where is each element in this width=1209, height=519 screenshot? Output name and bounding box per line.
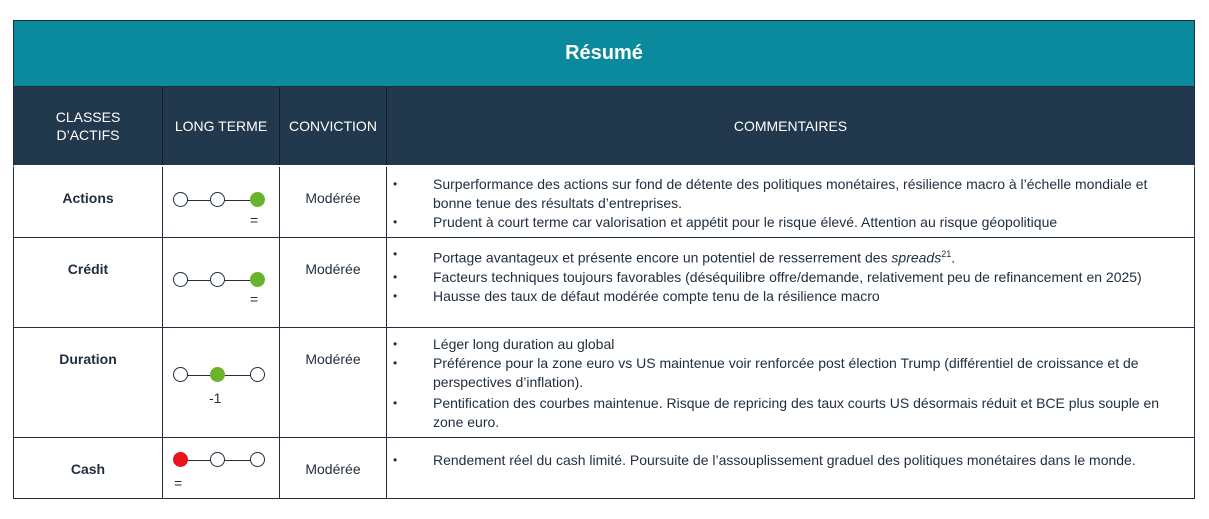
conviction-scale — [173, 192, 269, 210]
scale-dot-1 — [173, 272, 188, 287]
list-item: • Préférence pour la zone euro vs US maintenue voir renforcée post élection Trump (différentiel de croissance et de perspectives d’inflation). — [387, 354, 1184, 392]
scale-dot-3 — [250, 452, 265, 467]
comment-text: Portage avantageux et présente encore un potentiel de resserrement des — [433, 249, 892, 266]
comments-list — [387, 328, 1194, 438]
scale-dot-3 — [250, 367, 265, 382]
long-term-scale-cell — [163, 167, 280, 237]
header-long-term: LONG TERME — [163, 87, 280, 165]
asset-name: Cash — [14, 438, 163, 498]
list-item: • Prudent à court terme car valorisation et appétit pour le risque élevé. Attention au risque géopolitique — [387, 213, 1184, 232]
comments-cell — [387, 167, 1194, 237]
comments-cell — [387, 328, 1194, 437]
conviction-value: Modérée — [280, 238, 387, 327]
conviction-scale — [173, 272, 269, 290]
asset-name: Crédit — [14, 238, 163, 327]
scale-dot-2 — [210, 272, 225, 287]
change-indicator: = — [250, 291, 259, 307]
asset-name: Duration — [14, 328, 163, 437]
table-row-duration — [13, 328, 1195, 438]
header-conviction: CONVICTION — [280, 87, 387, 165]
header-row — [13, 87, 1195, 167]
table-row-actions — [13, 167, 1195, 238]
asset-name: Actions — [14, 167, 163, 237]
footnote-ref: 21 — [941, 249, 952, 259]
long-term-scale-cell — [163, 438, 280, 498]
comments-cell — [387, 238, 1194, 327]
list-item: • Rendement réel du cash limité. Poursuite de l’assouplissement graduel des politiques monétaires dans le monde. — [387, 451, 1184, 470]
comments-list — [387, 238, 1194, 312]
scale-dot-2 — [210, 452, 225, 467]
header-asset-class — [14, 87, 163, 165]
change-indicator: = — [250, 212, 259, 228]
comments-cell — [387, 438, 1194, 498]
scale-dot-2 — [210, 192, 225, 207]
scale-dot-3-selected — [250, 272, 265, 287]
comments-list — [387, 167, 1194, 238]
scale-dot-1 — [173, 367, 188, 382]
long-term-scale-cell — [163, 328, 280, 437]
table-row-cash — [13, 438, 1195, 499]
list-item — [387, 245, 1184, 268]
comments-list — [387, 438, 1194, 476]
scale-dot-3-selected — [250, 192, 265, 207]
comment-emphasis: spreads — [891, 249, 942, 266]
conviction-scale — [173, 367, 269, 385]
long-term-scale-cell — [163, 238, 280, 327]
change-indicator: -1 — [209, 390, 222, 406]
list-item: • Hausse des taux de défaut modérée compte tenu de la résilience macro — [387, 287, 1184, 306]
scale-dot-1 — [173, 192, 188, 207]
scale-dot-1-selected — [173, 452, 188, 467]
change-indicator: = — [174, 475, 183, 491]
table-title: Résumé — [13, 20, 1195, 87]
conviction-scale — [173, 452, 269, 470]
comment-end: . — [951, 249, 956, 266]
conviction-value: Modérée — [280, 328, 387, 437]
conviction-value: Modérée — [280, 167, 387, 237]
header-asset-class-label: CLASSES D’ACTIFS — [55, 109, 121, 143]
list-item: • Pentification des courbes maintenue. Risque de repricing des taux courts US désormais réduit et BCE plus souple en zone euro. — [387, 394, 1184, 432]
summary-table — [13, 20, 1195, 499]
table-row-credit — [13, 238, 1195, 328]
scale-dot-2-selected — [210, 367, 225, 382]
header-comments: COMMENTAIRES — [733, 118, 848, 134]
list-item: • Léger long duration au global — [387, 335, 1184, 354]
list-item: • Facteurs techniques toujours favorables (déséquilibre offre/demande, relativement peu de refinancement en 2025) — [387, 268, 1184, 287]
conviction-value: Modérée — [280, 438, 387, 498]
list-item: • Surperformance des actions sur fond de détente des politiques monétaires, résilience macro à l’échelle mondiale et bonne tenue des résultats d’entreprises. — [387, 175, 1184, 213]
